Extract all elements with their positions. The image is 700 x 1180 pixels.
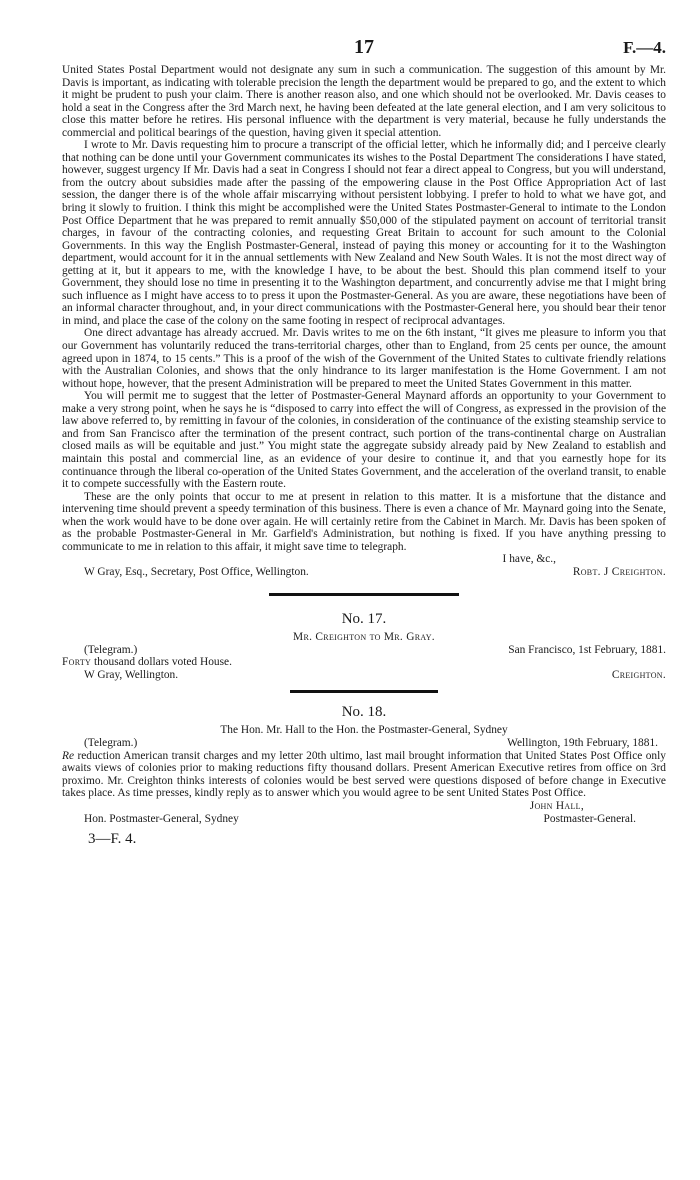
- document-no-18: [62, 703, 666, 825]
- telegram-body: [62, 750, 666, 800]
- telegram-row: [62, 737, 666, 750]
- telegram-body: [62, 656, 666, 669]
- page-header: [62, 38, 666, 64]
- section-divider: [290, 690, 438, 693]
- address-row: [62, 813, 666, 826]
- re-word: Re: [62, 749, 75, 762]
- paragraph: I wrote to Mr. Davis requesting him to procure a transcript of the official letter, which he informally did; and I perceive clearly that nothing can be done until your Government communicates its wishes to the Postal Department The considerations I have stated, however, suggest urgency If Mr. Davis had a seat in Congress I should not fear a direct appeal to Congress, but you will understand, from the outcry about subsidies made after the passing of the empowering clause in the Post Office Appropriation Act of last session, the danger there is of the whole affair miscarrying without persistent lobbying. I prefer to hold to what we have got, and bring it slowly to fruition. I think this might be accomplished were the United States Postmaster-General to intimate to the London Post Office Department that he was prepared to remit annually $50,000 of the stipulated payment on account of territorial transit charges, in favour of the contracting colonies, and requesting Great Britain to account for such amount to the Colonial Governments. In this way the English Postmaster-General, instead of paying this money or accounting for it to the Washington department, would account for it in the annual settlements with New Zealand and New South Wales. It is not the most direct way of getting at it, but it appears to me, with the knowledge I have, to be about the best. Should this plan commend itself to your Government, they should lose no time in presenting it to the Washington department, and concurrently advise me that I might bring such influence as I might have access to to press it upon the Postmaster-General. As you are aware, these negotiations have been of an informal character throughout, and, in your direct communications with the Postmaster-General here, you should bear their tenor in mind, and place the case of the colony on the same footing in respect of reciprocal advantages.: [62, 139, 666, 327]
- closing: I have, &c.,: [502, 553, 556, 566]
- place-date: Wellington, 19th February, 1881.: [507, 737, 658, 750]
- document-page: [62, 38, 666, 848]
- signature-title: Postmaster-General.: [543, 812, 636, 825]
- address-row: [62, 669, 666, 682]
- first-word: Forty: [62, 656, 92, 669]
- signature: Creighton.: [611, 668, 666, 681]
- signature: John Hall,: [529, 800, 584, 813]
- closing-row: [62, 553, 666, 566]
- section-divider: [269, 593, 459, 596]
- document-no-17: [62, 610, 666, 682]
- page-number: 17: [354, 36, 374, 58]
- address-row: [62, 566, 666, 579]
- addressee: W Gray, Esq., Secretary, Post Office, Wellington.: [84, 565, 309, 578]
- place-date: San Francisco, 1st February, 1881.: [508, 643, 666, 656]
- signature-row: [62, 800, 666, 813]
- sheet-mark: 3—F. 4.: [88, 831, 137, 848]
- addressee: Hon. Postmaster-General, Sydney: [84, 812, 239, 825]
- document-reference: F.—4.: [623, 38, 666, 57]
- telegram-label: (Telegram.): [84, 737, 138, 750]
- telegram-label: (Telegram.): [84, 643, 138, 656]
- body-text: thousand dollars voted House.: [91, 656, 232, 669]
- paragraph: You will permit me to suggest that the letter of Postmaster-General Maynard affords an opportunity to your Government to make a very strong point, when he says he is “disposed to carry into effect the will of Congress, as expressed in the provision of the law above referred to, by remitting in favour of the colonies, in consideration of the continuance of the existing steamship service to and from San Francisco after the termination of the present contract, such portion of the trans-continental charge on Australian closed mails as will be equitable and just.” You might state the aggregate subsidy already paid by New Zealand to establish and maintain this postal and commercial line, as an evidence of your desire to continue it, and that you earnestly hope for its continuance through the liberal co-operation of the United States Government, and the acceleration of the overland transit, to enable it to compete successfully with the Eastern route.: [62, 390, 666, 491]
- letter-16-continuation: [62, 64, 666, 579]
- signature: Robt. J Creighton.: [572, 565, 666, 578]
- paragraph: These are the only points that occur to me at present in relation to this matter. It is a misfortune that the distance and intervening time should prevent a speedy termination of this business. There is even a chance of Mr. Maynard going into the Senate, when the work would have to be done over again. He will certainly retire from the Cabinet in March. Mr. Davis has been spoken of as the probable Postmaster-General in Mr. Garfield's Administration, but nothing is fixed. If you have anything pressing to communicate to me in relation to this affair, it might save time to telegraph.: [62, 490, 666, 553]
- document-number: No. 18.: [341, 704, 387, 721]
- telegram-row: [62, 644, 666, 657]
- paragraph: United States Postal Department would not designate any sum in such a communication. The suggestion of this amount by Mr. Davis is important, as indicating with tolerable precision the length the department would be prepared to go, and the extent to which it might be prudent to push your claim. There is another reason also, and one which should not be overlooked. Mr. Davis ceases to hold a seat in the Congress after the 3rd March next, he having been defeated at the late general election, and I am very solicitous to close this matter before he retires. His personal influence with the department is very material, because he fully understands the commercial and political bearings of the question, having given it special attention.: [62, 64, 666, 139]
- document-heading: Mr. Creighton to Mr. Gray.: [293, 630, 435, 643]
- paragraph: One direct advantage has already accrued. Mr. Davis writes to me on the 6th instant, “It gives me pleasure to inform you that our Government has voluntarily reduced the trans-territorial charges, other than to England, from 25 cents per ounce, the amount agreed upon in 1874, to 15 cents.” This is a proof of the wish of the Government of the United States to cultivate friendly relations with the Australian Colonies, and shows that the only hindrance to its larger manifestation is the Home Government. I am not without hope, however, that the present Administration will be prepared to meet the United States Government in this matter.: [62, 327, 666, 390]
- document-heading: The Hon. Mr. Hall to the Hon. the Postmaster-General, Sydney: [220, 724, 508, 737]
- addressee: W Gray, Wellington.: [84, 668, 179, 681]
- body-text: reduction American transit charges and my letter 20th ultimo, last mail brought information that United States Post Office only awaits views of colonies prior to making reductions fifty thousand dollars. Present American Executive retires from office on 3rd proximo. Mr. Creighton thinks interests of colonies would be best served were questions disposed of before change in Executive takes place. As time presses, kindly reply as to answer which you would agree to be sent United States Post Office.: [62, 749, 666, 800]
- document-number: No. 17.: [341, 610, 387, 627]
